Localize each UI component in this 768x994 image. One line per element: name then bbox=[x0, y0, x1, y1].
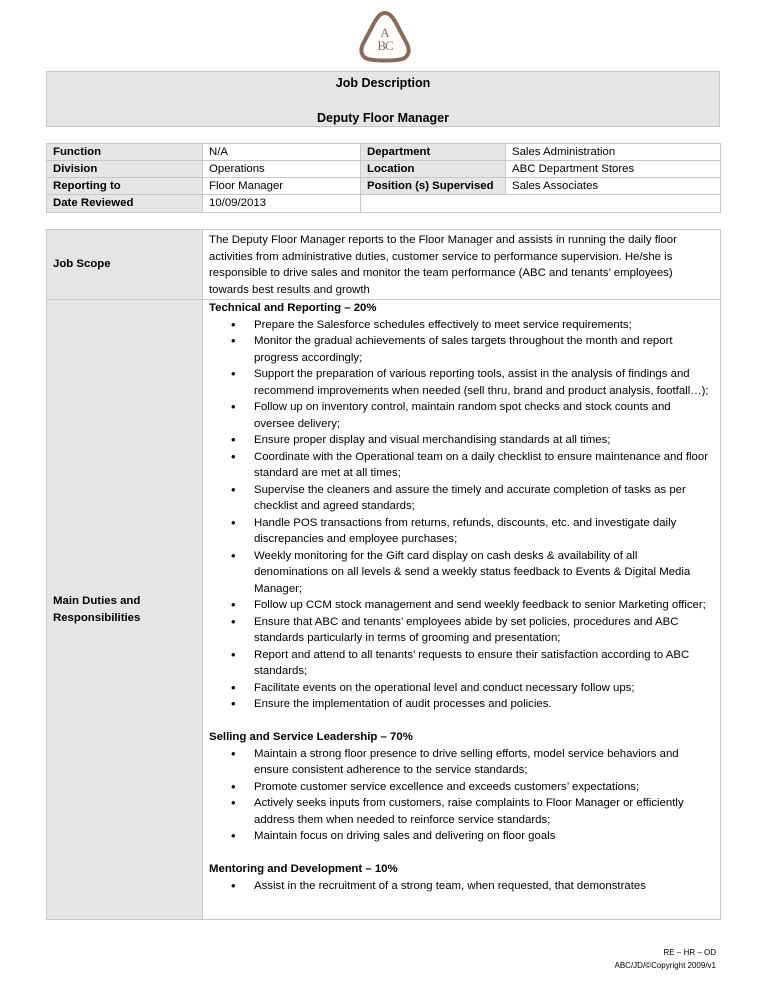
document-title: Job Description bbox=[335, 76, 431, 90]
list-item: • Handle POS transactions from returns, refunds, discounts, etc. and investigate daily discrepancies and employee purchases; bbox=[209, 515, 714, 548]
table-row bbox=[47, 230, 721, 300]
department-value: Sales Administration bbox=[506, 144, 721, 161]
list-item: • Actively seeks inputs from customers, raise complaints to Floor Manager or efficiently address them when needed to reinforce service standards; bbox=[209, 795, 714, 828]
footer-copyright: ABC/JD/©Copyright 2009/v1 bbox=[614, 961, 716, 970]
table-row bbox=[47, 195, 721, 213]
table-row bbox=[47, 144, 721, 161]
division-value: Operations bbox=[203, 161, 361, 178]
job-scope-label: Job Scope bbox=[47, 230, 203, 300]
list-item: • Facilitate events on the operational level and conduct necessary follow ups; bbox=[209, 680, 714, 697]
duty-list bbox=[209, 878, 714, 895]
duties-content bbox=[203, 300, 721, 920]
table-row bbox=[47, 161, 721, 178]
function-value: N/A bbox=[203, 144, 361, 161]
list-item: • Monitor the gradual achievements of sales targets throughout the month and report progress accordingly; bbox=[209, 333, 714, 366]
list-item: • Weekly monitoring for the Gift card display on cash desks & availability of all denominations on all levels & send a weekly status feedback to Events & Digital Media Manager; bbox=[209, 548, 714, 598]
list-item: • Follow up on inventory control, maintain random spot checks and stock counts and oversee delivery; bbox=[209, 399, 714, 432]
duties-label: Main Duties and Responsibilities bbox=[47, 300, 203, 920]
division-label: Division bbox=[47, 161, 203, 178]
job-details-table bbox=[46, 229, 721, 920]
list-item: • Ensure the implementation of audit processes and policies. bbox=[209, 696, 714, 713]
supervised-value: Sales Associates bbox=[506, 178, 721, 195]
list-item: • Report and attend to all tenants’ requests to ensure their satisfaction according to ABC standards; bbox=[209, 647, 714, 680]
company-logo bbox=[357, 10, 413, 64]
list-item: • Support the preparation of various reporting tools, assist in the analysis of findings and recommend improvements when needed (sell thru, brand and product analysis, footfall…); bbox=[209, 366, 714, 399]
list-item: • Coordinate with the Operational team on a daily checklist to ensure maintenance and floor standard are met at all times; bbox=[209, 449, 714, 482]
job-info-table bbox=[46, 143, 721, 213]
list-item: • Ensure that ABC and tenants’ employees abide by set policies, procedures and ABC standards particularly in terms of grooming and presentation; bbox=[209, 614, 714, 647]
supervised-label: Position (s) Supervised bbox=[361, 178, 506, 195]
list-item: • Supervise the cleaners and assure the timely and accurate completion of tasks as per checklist and agreed standards; bbox=[209, 482, 714, 515]
list-item: • Ensure proper display and visual merchandising standards at all times; bbox=[209, 432, 714, 449]
reporting-label: Reporting to bbox=[47, 178, 203, 195]
date-reviewed-label: Date Reviewed bbox=[47, 195, 203, 213]
footer-department-code: RE – HR – OD bbox=[663, 948, 716, 957]
list-item: • Prepare the Salesforce schedules effectively to meet service requirements; bbox=[209, 317, 714, 334]
spacer bbox=[209, 845, 714, 862]
svg-text:A: A bbox=[380, 25, 390, 40]
function-label: Function bbox=[47, 144, 203, 161]
duty-list bbox=[209, 317, 714, 713]
list-item: • Follow up CCM stock management and send weekly feedback to senior Marketing officer; bbox=[209, 597, 714, 614]
section-heading: Selling and Service Leadership – 70% bbox=[209, 731, 413, 743]
svg-text:BC: BC bbox=[377, 38, 393, 53]
reporting-value: Floor Manager bbox=[203, 178, 361, 195]
job-scope-text: The Deputy Floor Manager reports to the Floor Manager and assists in running the daily floor activities from administrative duties, customer service to performance supervision. He/she is responsible to drive sales and monitor the team performance (ABC and tenants’ employees) towards best results and growth bbox=[203, 230, 721, 300]
page-footer bbox=[615, 946, 717, 972]
empty-cell bbox=[361, 195, 721, 213]
department-label: Department bbox=[361, 144, 506, 161]
list-item: • Maintain a strong floor presence to drive selling efforts, model service behaviors and ensure consistent adherence to the service standards; bbox=[209, 746, 714, 779]
location-label: Location bbox=[361, 161, 506, 178]
table-row bbox=[47, 300, 721, 920]
date-reviewed-value: 10/09/2013 bbox=[203, 195, 361, 213]
list-item: • Promote customer service excellence and exceeds customers’ expectations; bbox=[209, 779, 714, 796]
spacer bbox=[209, 713, 714, 730]
location-value: ABC Department Stores bbox=[506, 161, 721, 178]
list-item: • Maintain focus on driving sales and delivering on floor goals bbox=[209, 828, 714, 845]
section-heading: Technical and Reporting – 20% bbox=[209, 302, 377, 314]
position-title: Deputy Floor Manager bbox=[317, 111, 449, 125]
list-item: • Assist in the recruitment of a strong team, when requested, that demonstrates bbox=[209, 878, 714, 895]
section-heading: Mentoring and Development – 10% bbox=[209, 863, 398, 875]
table-row bbox=[47, 178, 721, 195]
document-header bbox=[46, 71, 720, 127]
duty-list bbox=[209, 746, 714, 845]
